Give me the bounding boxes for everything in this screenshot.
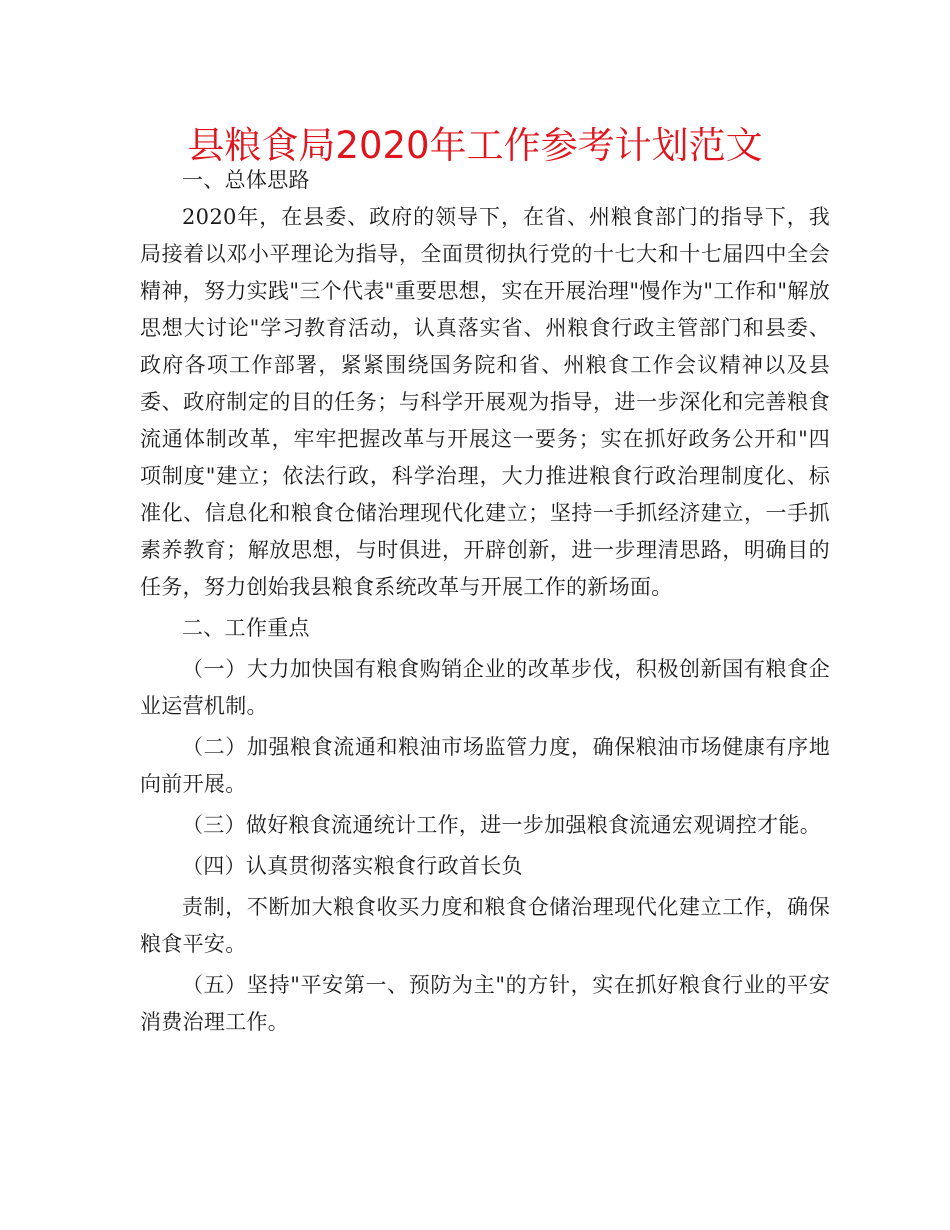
document-title: 县粮食局2020年工作参考计划范文 [187,124,763,167]
paragraph-overall-approach: 2020年，在县委、政府的领导下，在省、州粮食部门的指导下，我局接着以邓小平理论为指导，全面贯彻执行党的十七大和十七届四中全会精神，努力实践"三个代表"重要思想，实在开展治理"慢作为"工作和"解放思想大讨论"学习教育活动，认真落实省、州粮食行政主管部门和县委、政府各项工作部署，紧紧围绕国务院和省、州粮食工作会议精神以及县委、政府制定的目的任务；与科学开展观为指导，进一步深化和完善粮食流通体制改革，牢牢把握改革与开展这一要务；实在抓好政务公开和"四项制度"建立；依法行政，科学治理，大力推进粮食行政治理制度化、标准化、信息化和粮食仓储治理现代化建立；坚持一手抓经济建立，一手抓素养教育；解放思想，与时俱进，开辟创新，进一步理清思路，明确目的任务，努力创始我县粮食系统改革与开展工作的新场面。 [140,205,830,599]
priority-item-4: （四）认真贯彻落实粮食行政首长负 [182,854,523,878]
section-heading-work-priorities: 二、工作重点 [182,616,310,640]
priority-item-4-continued: 责制，不断加大粮食收买力度和粮食仓储治理现代化建立工作，确保粮食平安。 [140,895,830,956]
priority-item-3: （三）做好粮食流通统计工作，进一步加强粮食流通宏观调控才能。 [182,813,821,837]
priority-item-1: （一）大力加快国有粮食购销企业的改革步伐，积极创新国有粮食企业运营机制。 [140,657,830,718]
priority-item-2: （二）加强粮食流通和粮油市场监管力度，确保粮油市场健康有序地向前开展。 [140,735,830,796]
priority-item-5: （五）坚持"平安第一、预防为主"的方针，实在抓好粮食行业的平安消费治理工作。 [140,973,830,1034]
document-body [140,162,830,1041]
section-heading-overall-approach: 一、总体思路 [182,168,310,192]
